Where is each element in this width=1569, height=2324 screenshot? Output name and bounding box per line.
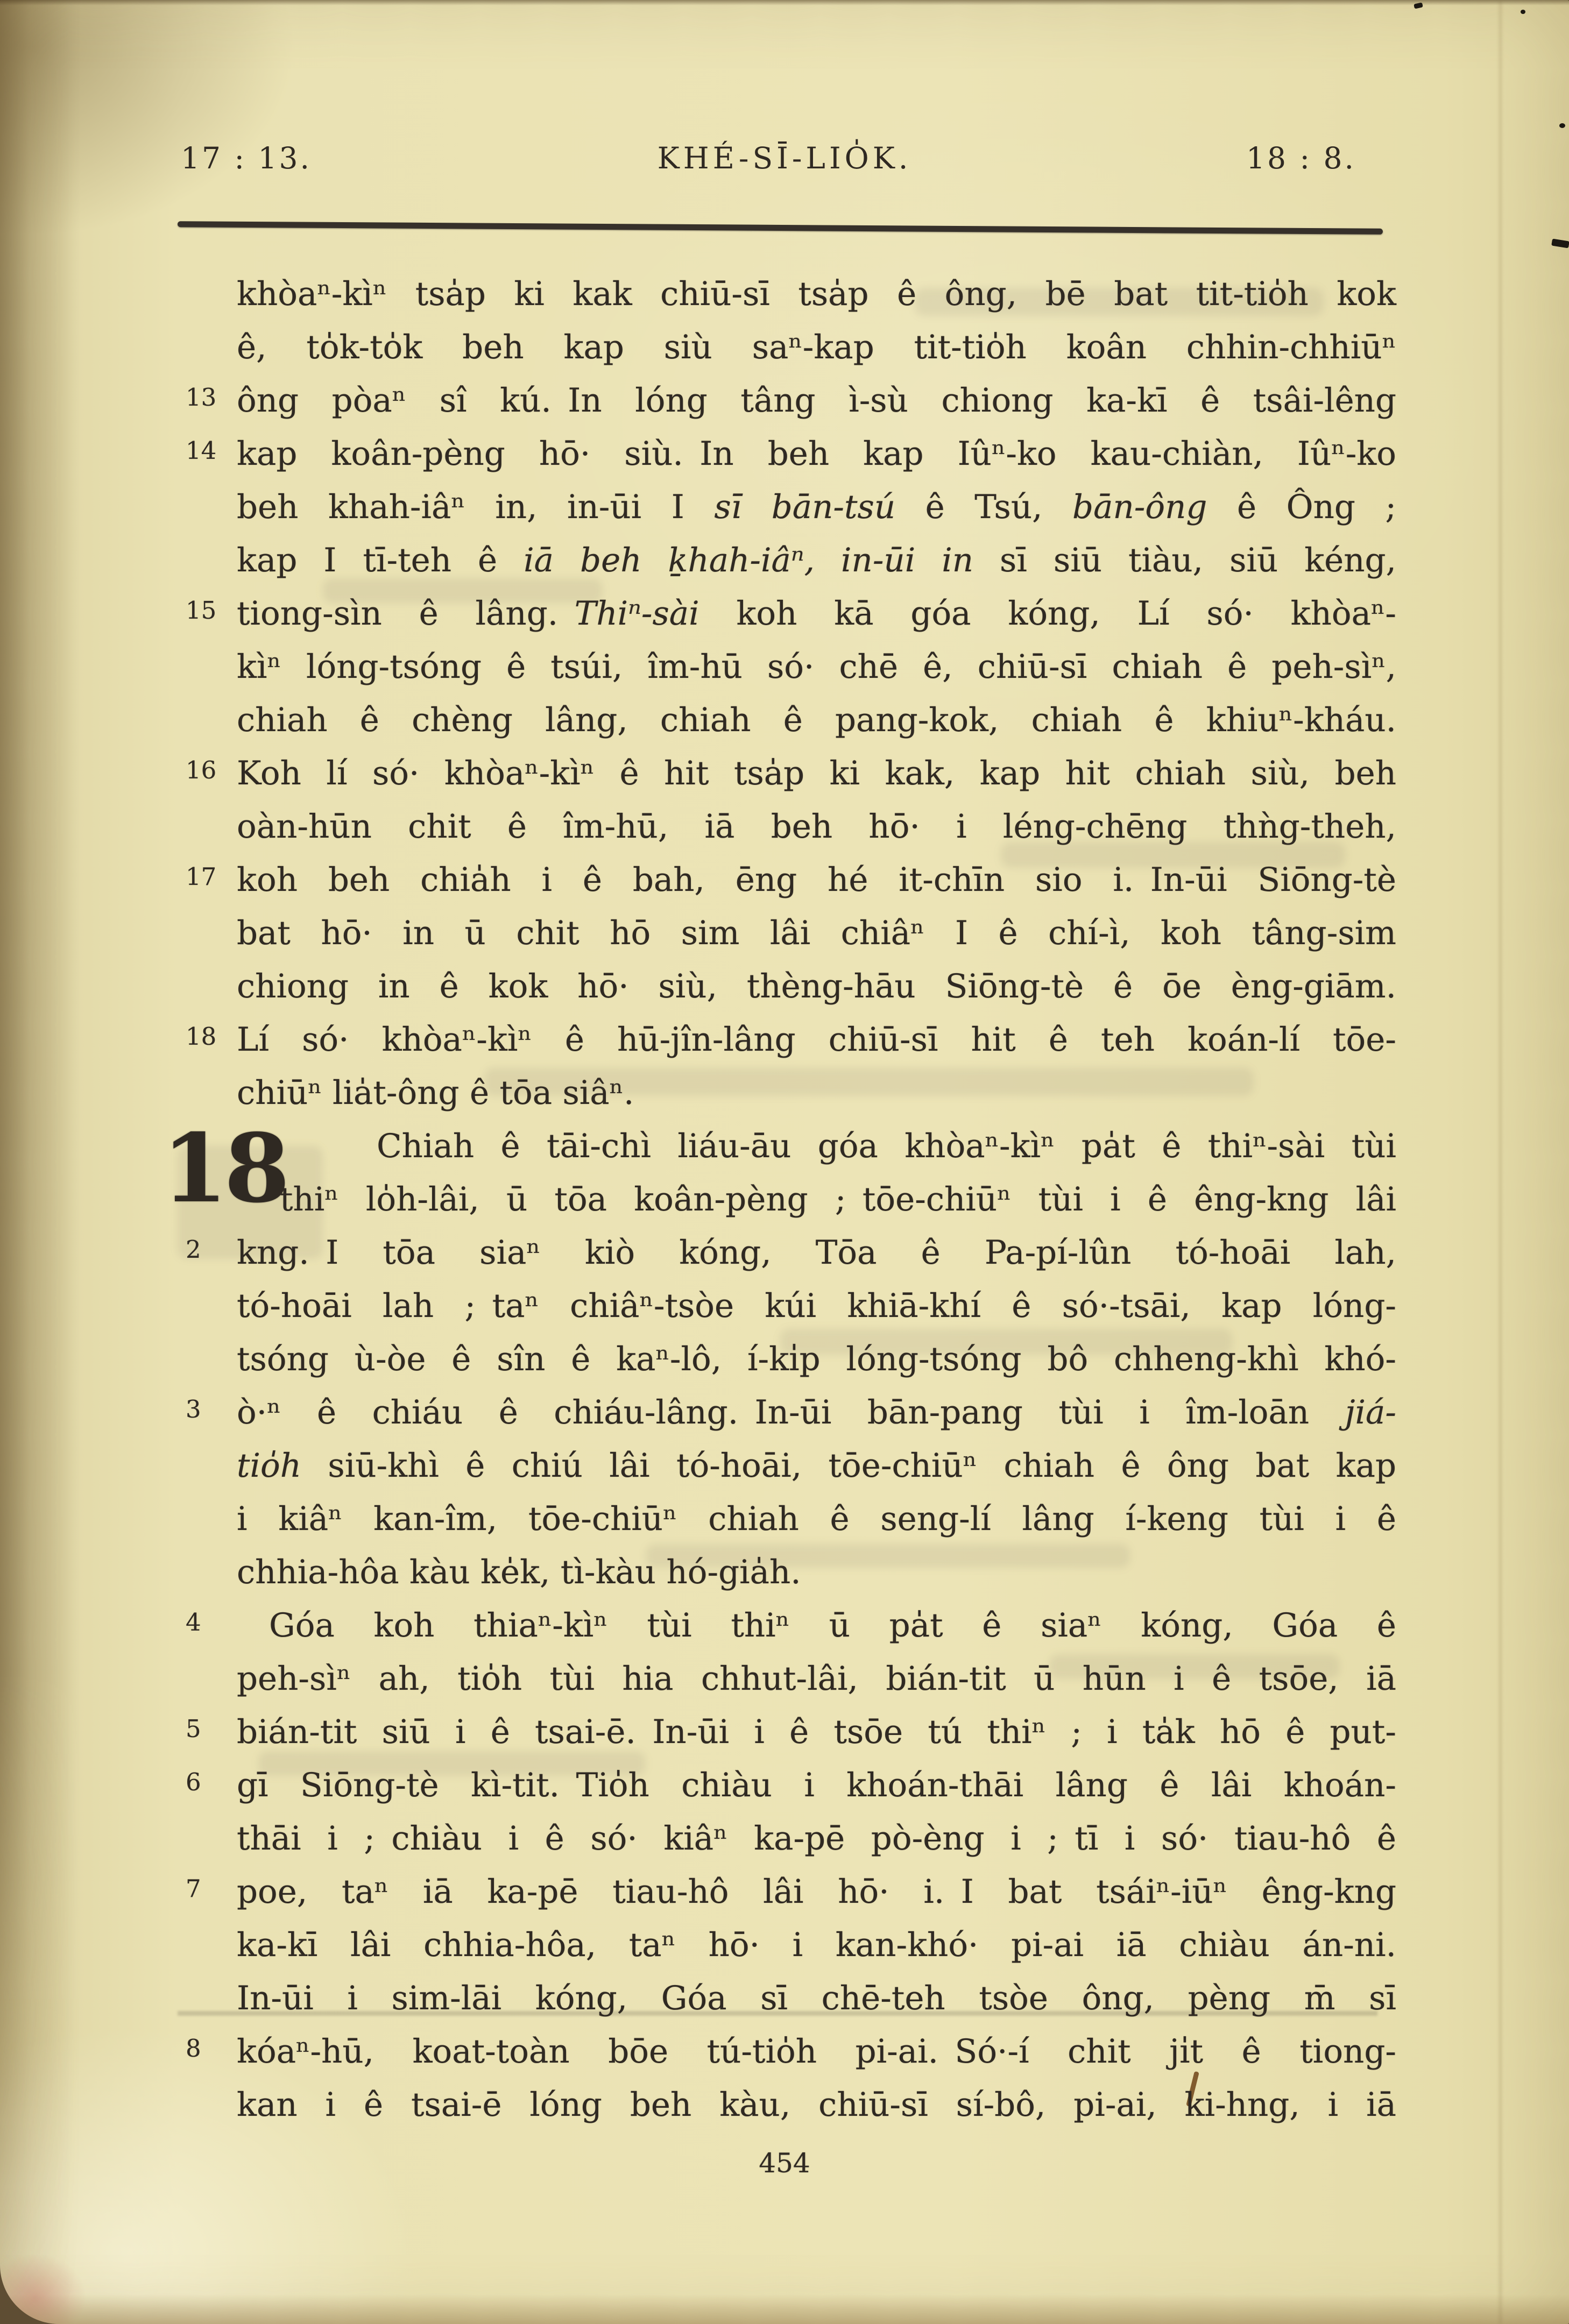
edge-ink-mark	[1521, 10, 1525, 14]
text-line	[186, 1599, 1396, 1652]
line-segment: kap koân-pèng hō· siù. In beh kap Iûⁿ-ko kau-chiàn, Iûⁿ-ko	[237, 435, 1396, 473]
verse-number: 6	[186, 1768, 201, 1796]
line-segment: Chiah ê tāi-chì liáu-āu góa khòaⁿ-kìⁿ pa̍t ê thiⁿ-sài tùi	[377, 1127, 1396, 1165]
text-line	[237, 1492, 1396, 1546]
edge-ink-mark	[1559, 123, 1565, 128]
verse-number: 8	[186, 2034, 201, 2063]
text-line	[237, 1918, 1396, 1972]
verse-number: 13	[186, 383, 217, 412]
line-segment: jiá-	[1345, 1393, 1396, 1432]
line-segment: iā beh ḵhah-iâⁿ, in-ūi in	[524, 541, 974, 579]
line-segment: bān-ông	[1072, 488, 1207, 526]
verse-number: 3	[186, 1395, 201, 1423]
line-segment: beh khah-iâⁿ in, in-ūi I	[237, 488, 715, 526]
line-segment: oàn-hūn chit ê îm-hū, iā beh hō· i léng-chēng thǹg-theh,	[237, 807, 1396, 846]
text-line	[186, 1865, 1396, 1918]
text-line	[186, 1705, 1396, 1759]
text-line	[237, 800, 1396, 853]
text-line	[237, 267, 1396, 321]
header-rule	[178, 221, 1383, 235]
line-segment: Lí só· khòaⁿ-kìⁿ ê hū-jîn-lâng chiū-sī hit ê teh koán-lí tōe-	[237, 1021, 1396, 1059]
line-segment: thiⁿ lo̍h-lâi, ū tōa koân-pèng ; tōe-chiūⁿ tùi i ê êng-kng lâi	[280, 1180, 1396, 1218]
line-segment: kìⁿ lóng-tsóng ê tsúi, îm-hū só· chē ê, chiū-sī chiah ê peh-sìⁿ,	[237, 648, 1396, 686]
line-segment: Koh lí só· khòaⁿ-kìⁿ ê hit tsa̍p ki kak, kap hit chiah siù, beh	[237, 754, 1396, 792]
text-line	[237, 1333, 1396, 1386]
text-line	[186, 1013, 1396, 1066]
page-header	[0, 141, 1569, 192]
line-segment: thāi i ; chiàu i ê só· kiâⁿ ka-pē pò-èng i ; tī i só· tiau-hô ê	[237, 1819, 1396, 1858]
line-segment: kóaⁿ-hū, koat-toàn bōe tú-tio̍h pi-ai. Só·-í chit ji̍t ê tiong-	[237, 2032, 1396, 2071]
line-segment: ê, to̍k-to̍k beh kap siù saⁿ-kap tit-tio̍h koân chhin-chhiūⁿ	[237, 328, 1396, 366]
scripture-text	[186, 267, 1397, 2134]
line-segment: chiong in ê kok hō· siù, thèng-hāu Siōng-tè ê ōe èng-giām.	[237, 967, 1396, 1005]
text-line	[237, 1972, 1396, 2025]
line-segment: koh beh chia̍h i ê bah, ēng hé it-chīn sio i. In-ūi Siōng-tè	[237, 861, 1396, 899]
line-segment: ông pòaⁿ sî kú. In lóng tâng ì-sù chiong ka-kī ê tsâi-lêng	[237, 381, 1396, 420]
edge-ink-mark	[1551, 239, 1569, 249]
text-line	[237, 693, 1396, 747]
text-line	[237, 2078, 1396, 2131]
verse-number: 15	[186, 596, 217, 625]
line-segment: kng. I tōa siaⁿ kiò kóng, Tōa ê Pa-pí-lûn tó-hoāi lah,	[237, 1234, 1396, 1272]
gutter-shadow	[0, 0, 81, 2324]
line-segment: tsóng ù-òe ê sîn ê kaⁿ-lô, í-ki̍p lóng-tsóng bô chheng-khì khó-	[237, 1340, 1396, 1378]
paper-crease	[1499, 0, 1502, 2324]
line-segment: koh kā góa kóng, Lí só· khòaⁿ-	[699, 594, 1397, 633]
verse-number: 16	[186, 756, 217, 784]
text-line	[237, 960, 1396, 1013]
text-line	[186, 853, 1396, 906]
line-segment: gī Siōng-tè kì-tit. Tio̍h chiàu i khoán-thāi lâng ê lâi khoán-	[237, 1766, 1396, 1804]
text-line	[186, 1386, 1396, 1439]
text-line	[237, 1546, 1396, 1599]
text-line	[237, 1066, 1396, 1120]
bottom-edge-shadow	[0, 2294, 1569, 2324]
text-line	[237, 480, 1396, 534]
edge-ink-mark	[1413, 2, 1423, 9]
line-segment: ka-kī lâi chhia-hôa, taⁿ hō· i kan-khó· pi-ai iā chiàu án-ni.	[237, 1926, 1396, 1964]
line-segment: i kiâⁿ kan-îm, tōe-chiūⁿ chiah ê seng-lí lâng í-keng tùi i ê	[237, 1500, 1396, 1538]
line-segment: Thiⁿ-sài	[574, 594, 699, 633]
line-segment: kap I tī-teh ê	[237, 541, 524, 579]
line-segment: ò·ⁿ ê chiáu ê chiáu-lâng. In-ūi bān-pang tùi i îm-loān	[237, 1393, 1345, 1432]
line-segment: siū-khì ê chiú lâi tó-hoāi, tōe-chiūⁿ chiah ê ông bat kap	[301, 1447, 1396, 1485]
verse-number: 17	[186, 862, 217, 891]
line-segment: chiūⁿ lia̍t-ông ê tōa siâⁿ.	[237, 1074, 634, 1112]
text-line	[237, 1279, 1396, 1333]
line-segment: sī siū tiàu, siū kéng,	[973, 541, 1396, 579]
verse-number: 14	[186, 436, 217, 465]
text-line	[237, 1652, 1396, 1705]
verse-number: 7	[186, 1874, 201, 1903]
text-line	[280, 1173, 1396, 1226]
text-line	[186, 1759, 1396, 1812]
line-segment: ê Ông ;	[1207, 488, 1397, 526]
chapter-number-dropcap: 18	[162, 1114, 287, 1224]
page-number: 454	[759, 2148, 810, 2179]
text-line	[237, 1812, 1396, 1865]
header-verse-ref-left: 17 : 13.	[181, 141, 312, 175]
line-segment: bat hō· in ū chit hō sim lâi chiâⁿ I ê chí-ì, koh tâng-sim	[237, 914, 1396, 952]
verse-number: 5	[186, 1714, 201, 1743]
text-line	[186, 1226, 1396, 1279]
line-segment: chiah ê chèng lâng, chiah ê pang-kok, chiah ê khiuⁿ-kháu.	[237, 701, 1396, 739]
line-segment: chhia-hôa kàu ke̍k, tì-kàu hó-gia̍h.	[237, 1553, 801, 1591]
line-segment: khòaⁿ-kìⁿ tsa̍p ki kak chiū-sī tsa̍p ê ông, bē bat tit-tio̍h kok	[237, 275, 1396, 313]
line-segment: poe, taⁿ iā ka-pē tiau-hô lâi hō· i. I bat tsáiⁿ-iūⁿ êng-kng	[237, 1873, 1396, 1911]
text-line	[237, 534, 1396, 587]
book-title: KHÉ-SĪ-LIO̍K.	[657, 141, 912, 175]
line-segment: Góa koh thiaⁿ-kìⁿ tùi thiⁿ ū pa̍t ê siaⁿ kóng, Góa ê	[269, 1606, 1396, 1645]
line-segment: tó-hoāi lah ; taⁿ chiâⁿ-tsòe kúi khiā-khí ê só·-tsāi, kap lóng-	[237, 1287, 1396, 1325]
line-segment: tio̍h	[237, 1447, 302, 1485]
text-line	[377, 1120, 1396, 1173]
line-segment: tiong-sìn ê lâng.	[237, 594, 575, 633]
text-line	[186, 427, 1396, 480]
text-line	[186, 2025, 1396, 2078]
top-edge-shadow	[0, 0, 1569, 5]
line-segment: bián-tit siū i ê tsai-ē. In-ūi i ê tsōe tú thiⁿ ; i ta̍k hō ê put-	[237, 1713, 1396, 1751]
header-verse-ref-right: 18 : 8.	[1246, 141, 1356, 175]
text-line	[186, 587, 1397, 640]
line-segment: kan i ê tsai-ē lóng beh kàu, chiū-sī sí-bô, pi-ai, ki-hng, i iā	[237, 2086, 1396, 2124]
text-line	[237, 640, 1396, 693]
text-line	[237, 906, 1396, 960]
verse-number: 18	[186, 1022, 217, 1051]
line-segment: In-ūi i sim-lāi kóng, Góa sī chē-teh tsòe ông, pèng m̄ sī	[237, 1979, 1396, 2017]
line-segment: sī bān-tsú	[714, 488, 896, 526]
line-segment: ê Tsú,	[895, 488, 1073, 526]
text-line	[237, 321, 1396, 374]
text-line	[186, 374, 1396, 427]
text-line	[237, 1439, 1396, 1492]
verse-number: 4	[186, 1608, 201, 1636]
verse-number: 2	[186, 1235, 201, 1264]
text-line	[186, 747, 1396, 800]
line-segment: peh-sìⁿ ah, tio̍h tùi hia chhut-lâi, bián-tit ū hūn i ê tsōe, iā	[237, 1660, 1396, 1698]
